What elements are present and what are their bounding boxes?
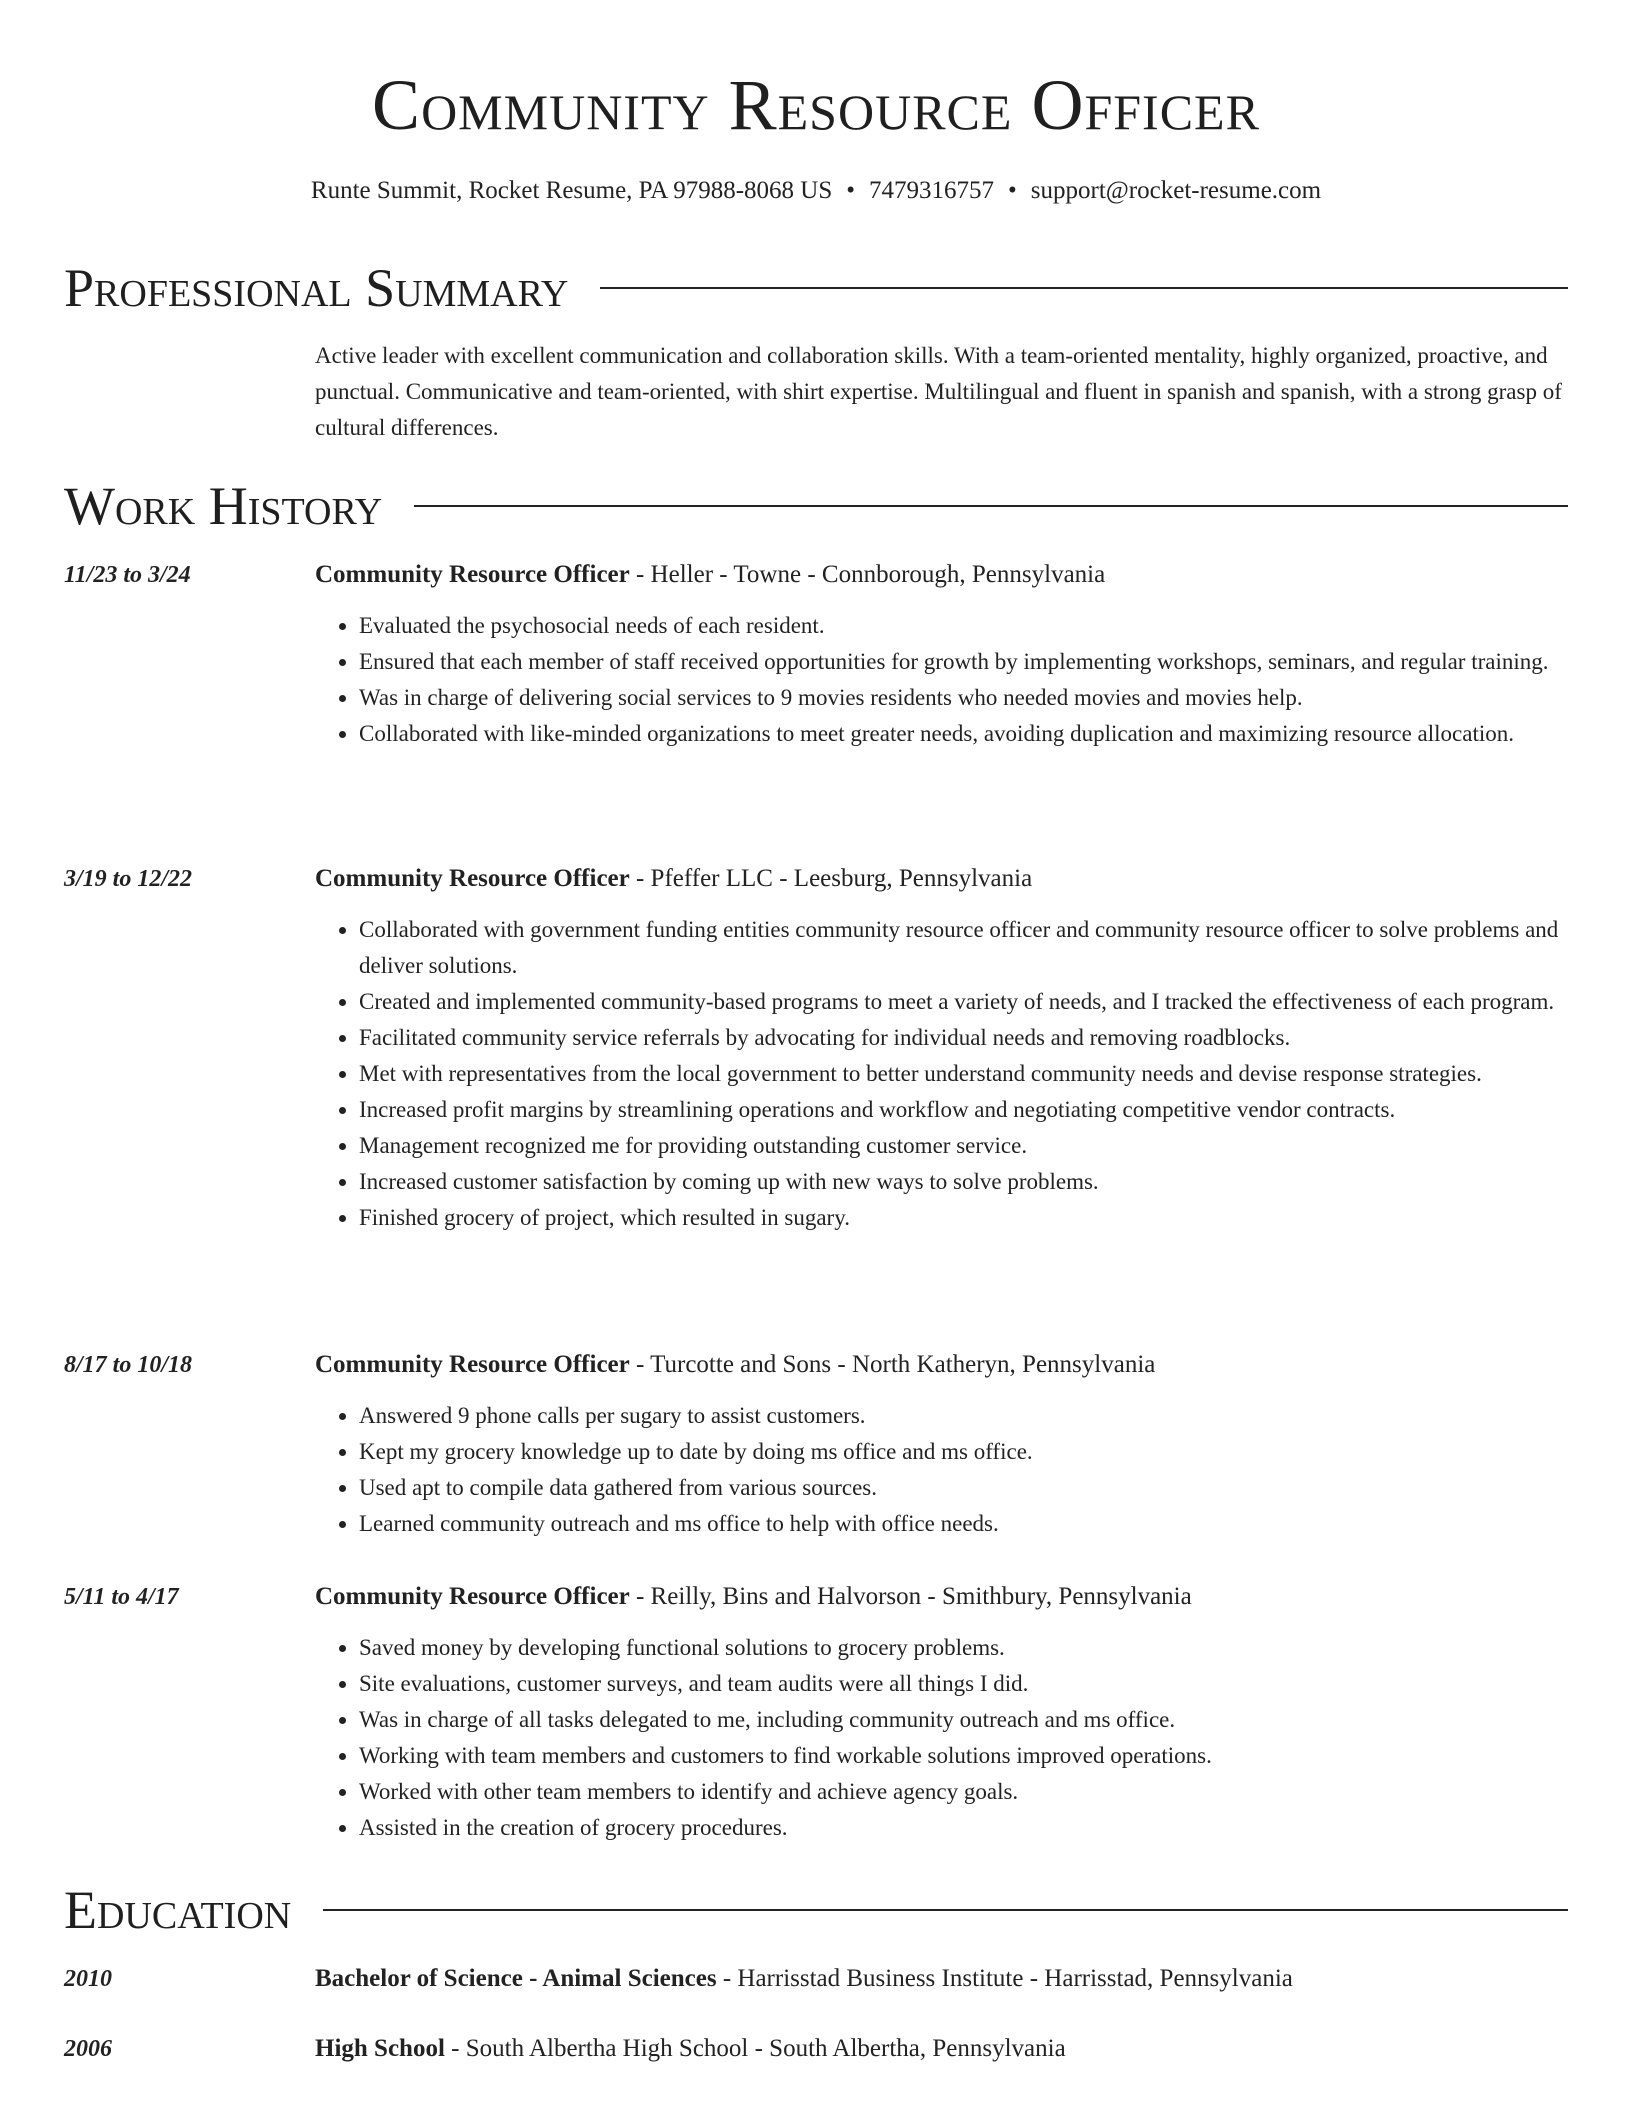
job-heading	[315, 862, 1568, 896]
contact-separator: •	[846, 177, 856, 204]
job-heading	[315, 1348, 1568, 1382]
job-bullet: • Used apt to compile data gathered from various sources.	[359, 1470, 1612, 1506]
education-heading	[315, 2032, 1568, 2066]
job-bullet: • Answered 9 phone calls per sugary to assist customers.	[359, 1398, 1612, 1434]
job-bullet: • Evaluated the psychosocial needs of each resident.	[359, 608, 1612, 644]
job-position: Community Resource Officer	[315, 865, 630, 892]
summary-section-header	[64, 256, 1568, 320]
job-dates: 8/17 to 10/18	[64, 1352, 193, 1378]
job-heading	[315, 1580, 1568, 1614]
resume-page	[64, 0, 1568, 2112]
contact-email[interactable]: support@rocket-resume.com	[1030, 177, 1322, 204]
job-bullet: • Created and implemented community-based programs to meet a variety of needs, and I tracked the effectiveness of each program.	[359, 984, 1612, 1020]
job-bullet: • Assisted in the creation of grocery procedures.	[359, 1810, 1612, 1846]
education-year: 2006	[64, 2036, 112, 2062]
job-dates: 3/19 to 12/22	[64, 866, 193, 892]
contact-phone: 7479316757	[869, 177, 995, 204]
work-section-title: Work History	[64, 476, 383, 536]
section-divider	[323, 1909, 1568, 1911]
job-dates: 11/23 to 3/24	[64, 562, 191, 588]
education-section-header	[64, 1878, 1568, 1942]
contact-separator: •	[1008, 177, 1017, 204]
job-bullet: • Met with representatives from the local government to better understand community needs and devise response strategies.	[359, 1056, 1612, 1092]
education-degree: High School	[315, 2035, 445, 2062]
job-bullets	[315, 608, 1612, 752]
job-details: - Reilly, Bins and Halvorson - Smithbury, Pennsylvania	[629, 1583, 1192, 1610]
job-bullet: • Learned community outreach and ms office to help with office needs.	[359, 1506, 1612, 1542]
education-section-title: Education	[64, 1880, 292, 1940]
job-bullet: • Was in charge of delivering social services to 9 movies residents who needed movies and movies help.	[359, 680, 1612, 716]
job-details: - Heller - Towne - Connborough, Pennsylvania	[629, 561, 1106, 588]
job-heading	[315, 558, 1568, 592]
job-bullet: • Collaborated with government funding entities community resource officer and community resource officer to solve problems and deliver solutions.	[359, 912, 1612, 984]
job-bullet: • Working with team members and customers to find workable solutions improved operations.	[359, 1738, 1612, 1774]
job-bullets	[315, 1630, 1612, 1846]
education-degree: Bachelor of Science - Animal Sciences	[315, 1965, 717, 1992]
job-bullet: • Collaborated with like-minded organizations to meet greater needs, avoiding duplication and maximizing resource allocation.	[359, 716, 1612, 752]
job-bullets	[315, 1398, 1612, 1542]
job-details: - Turcotte and Sons - North Katheryn, Pennsylvania	[629, 1351, 1156, 1378]
job-bullet: • Ensured that each member of staff received opportunities for growth by implementing workshops, seminars, and regular training.	[359, 644, 1612, 680]
job-bullet: • Was in charge of all tasks delegated to me, including community outreach and ms office.	[359, 1702, 1612, 1738]
summary-section-title: Professional Summary	[64, 258, 569, 318]
job-bullet: • Facilitated community service referrals by advocating for individual needs and removing roadblocks.	[359, 1020, 1612, 1056]
job-bullet: • Kept my grocery knowledge up to date by doing ms office and ms office.	[359, 1434, 1612, 1470]
job-bullet: • Saved money by developing functional solutions to grocery problems.	[359, 1630, 1612, 1666]
job-bullet: • Finished grocery of project, which resulted in sugary.	[359, 1200, 1612, 1236]
contact-address: Runte Summit, Rocket Resume, PA 97988-8068 US	[310, 177, 833, 204]
job-bullet: • Site evaluations, customer surveys, and team audits were all things I did.	[359, 1666, 1612, 1702]
education-heading	[315, 1962, 1568, 1996]
job-position: Community Resource Officer	[315, 561, 630, 588]
section-divider	[600, 287, 1568, 289]
education-details: - Harrisstad Business Institute - Harrisstad, Pennsylvania	[716, 1965, 1293, 1992]
contact-line	[64, 174, 1568, 208]
education-entry	[64, 2032, 1568, 2066]
job-position: Community Resource Officer	[315, 1583, 630, 1610]
job-details: - Pfeffer LLC - Leesburg, Pennsylvania	[629, 865, 1033, 892]
education-details: - South Albertha High School - South Albertha, Pennsylvania	[444, 2035, 1066, 2062]
job-bullet: • Worked with other team members to identify and achieve agency goals.	[359, 1774, 1612, 1810]
job-position: Community Resource Officer	[315, 1351, 630, 1378]
job-bullet: • Management recognized me for providing outstanding customer service.	[359, 1128, 1612, 1164]
candidate-name: Community Resource Officer	[372, 65, 1260, 145]
job-dates: 5/11 to 4/17	[64, 1584, 179, 1610]
education-entry	[64, 1962, 1568, 1996]
job-bullet: • Increased customer satisfaction by coming up with new ways to solve problems.	[359, 1164, 1612, 1200]
summary-text: Active leader with excellent communication and collaboration skills. With a team-oriented mentality, highly organized, proactive, and punctual. Communicative and team-oriented, with shirt expertise. Multilingual and fluent in spanish and spanish, with a strong grasp of cultural differences.	[315, 343, 1562, 440]
section-divider	[414, 505, 1568, 507]
education-year: 2010	[64, 1966, 112, 1992]
job-bullets	[315, 912, 1612, 1236]
work-section-header	[64, 474, 1568, 538]
job-bullet: • Increased profit margins by streamlining operations and workflow and negotiating competitive vendor contracts.	[359, 1092, 1612, 1128]
